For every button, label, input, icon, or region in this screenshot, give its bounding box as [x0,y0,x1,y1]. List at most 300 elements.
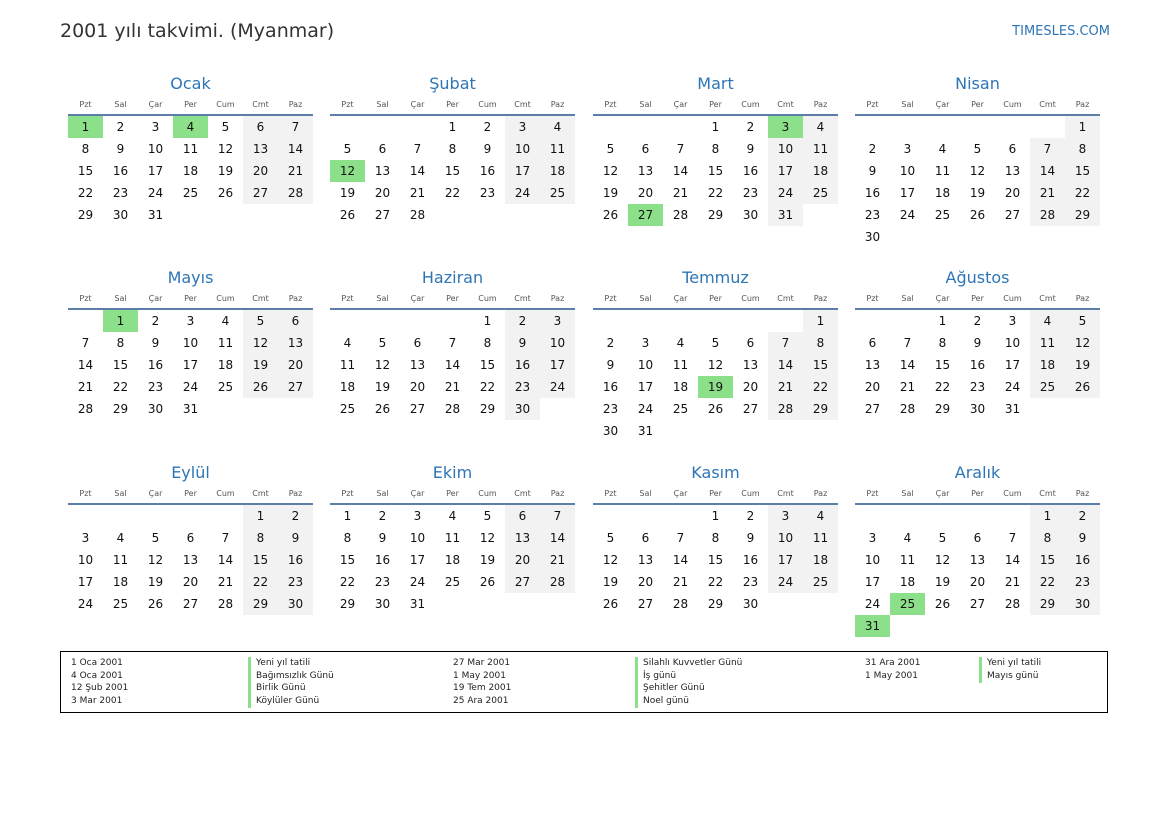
empty-cell [68,505,103,527]
day-cell: 2 [278,505,313,527]
day-cell: 19 [243,354,278,376]
weekday-label: Paz [288,100,303,109]
day-cell: 30 [602,424,619,438]
month-block [330,462,575,615]
day-cell: 10 [540,332,575,354]
day-cell: 23 [602,402,619,416]
day-cell: 17 [147,164,164,178]
empty-cell [663,505,698,527]
day-cell: 27 [182,597,199,611]
weekday-label: Cmt [252,294,269,303]
weekday-label: Pzt [341,294,354,303]
day-cell: 10 [505,138,540,160]
day-cell: 9 [1065,527,1100,549]
day-cell: 6 [973,531,982,545]
weekday-header [68,97,313,112]
day-cell: 26 [1065,376,1100,398]
day-cell: 14 [217,553,234,567]
day-cell: 22 [339,575,356,589]
weekday-label: Çar [673,489,688,498]
weekday-label: Per [446,489,459,498]
day-cell: 14 [278,138,313,160]
day-cell: 18 [112,575,129,589]
day-cell: 21 [444,380,461,394]
empty-cell [593,116,628,138]
day-cell: 20 [505,549,540,571]
day-cell: 30 [505,398,540,420]
weekday-label: Pzt [79,489,92,498]
day-cell: 16 [1065,549,1100,571]
day-cell: 13 [505,527,540,549]
weekday-label: Sal [114,294,127,303]
month-name: Aralık [954,463,1001,482]
weekday-label: Çar [148,100,163,109]
month-block [68,267,313,420]
day-cell: 3 [151,120,160,134]
day-cell: 31 [147,208,164,222]
day-cell: 6 [1008,142,1017,156]
day-cell: 24 [864,597,881,611]
weekday-label: Cmt [252,100,269,109]
weekday-label: Pzt [604,100,617,109]
day-cell: 5 [151,531,160,545]
holiday-day: 4 [173,116,208,138]
day-cell: 29 [479,402,496,416]
day-cell: 4 [938,142,947,156]
holiday-day: 1 [103,310,138,332]
weekday-label: Cmt [514,294,531,303]
day-cell: 7 [676,531,685,545]
day-cell: 7 [540,505,575,527]
day-cell: 9 [505,332,540,354]
day-cell: 15 [77,164,94,178]
day-cell: 7 [448,336,457,350]
day-cell: 20 [278,354,313,376]
holiday-legend [60,651,1108,713]
day-cell: 14 [409,164,426,178]
weekday-label: Cum [1003,100,1022,109]
day-cell: 12 [934,553,951,567]
weekday-label: Per [971,294,984,303]
month-name: Ağustos [945,268,1010,287]
day-cell: 30 [864,230,881,244]
day-cell: 11 [540,138,575,160]
day-grid [68,116,313,226]
day-cell: 30 [112,208,129,222]
day-cell: 23 [147,380,164,394]
holiday-day: 19 [698,376,733,398]
day-cell: 14 [444,358,461,372]
day-cell: 5 [343,142,352,156]
weekday-label: Cmt [777,294,794,303]
weekday-label: Cum [216,489,235,498]
day-cell: 9 [606,358,615,372]
holiday-date: 12 Şub 2001 [71,683,129,694]
day-cell: 25 [540,182,575,204]
day-cell: 18 [1030,354,1065,376]
month-block [593,462,838,615]
weekday-label: Pzt [604,294,617,303]
day-cell: 23 [1065,571,1100,593]
weekday-label: Pzt [341,489,354,498]
day-cell: 2 [378,509,387,523]
day-cell: 21 [672,186,689,200]
day-cell: 8 [1030,527,1065,549]
day-cell: 6 [186,531,195,545]
day-cell: 8 [938,336,947,350]
day-cell: 2 [606,336,615,350]
day-cell: 29 [803,398,838,420]
day-cell: 27 [864,402,881,416]
empty-cell [890,116,925,138]
day-cell: 17 [409,553,426,567]
day-cell: 29 [934,402,951,416]
day-cell: 27 [243,182,278,204]
day-cell: 26 [243,376,278,398]
day-cell: 5 [606,531,615,545]
day-cell: 23 [742,575,759,589]
day-cell: 8 [711,142,720,156]
day-cell: 22 [77,186,94,200]
holiday-date: 19 Tem 2001 [453,683,512,694]
day-cell: 23 [278,571,313,593]
day-cell: 31 [182,402,199,416]
day-cell: 25 [803,182,838,204]
day-cell: 28 [1030,204,1065,226]
holiday-day: 1 [68,116,103,138]
day-cell: 18 [339,380,356,394]
holiday-name: Yeni yıl tatili [979,657,1041,670]
weekday-label: Çar [410,489,425,498]
day-cell: 3 [768,505,803,527]
day-cell: 10 [899,164,916,178]
day-cell: 17 [899,186,916,200]
site-link[interactable]: TIMESLES.COM [1012,24,1110,39]
weekday-label: Per [446,100,459,109]
day-cell: 15 [707,553,724,567]
holiday-date: 1 May 2001 [453,670,506,681]
day-cell: 21 [540,549,575,571]
day-cell: 7 [81,336,90,350]
day-cell: 18 [444,553,461,567]
day-cell: 19 [602,575,619,589]
day-cell: 14 [1004,553,1021,567]
day-cell: 21 [77,380,94,394]
weekday-label: Pzt [79,100,92,109]
weekday-label: Sal [901,489,914,498]
weekday-label: Sal [114,100,127,109]
day-cell: 5 [711,336,720,350]
day-cell: 6 [641,142,650,156]
day-grid [593,116,838,226]
day-cell: 28 [217,597,234,611]
weekday-label: Cum [741,489,760,498]
empty-cell [173,505,208,527]
day-cell: 12 [1065,332,1100,354]
day-cell: 18 [803,549,838,571]
day-cell: 10 [864,553,881,567]
day-cell: 13 [374,164,391,178]
day-cell: 7 [768,332,803,354]
day-cell: 8 [448,142,457,156]
holiday-day: 25 [890,593,925,615]
day-cell: 17 [768,160,803,182]
day-cell: 1 [711,120,720,134]
day-cell: 8 [81,142,90,156]
day-cell: 2 [746,509,755,523]
day-cell: 30 [278,593,313,615]
empty-cell [208,505,243,527]
holiday-name: Köylüler Günü [248,695,319,708]
day-cell: 8 [803,332,838,354]
day-cell: 12 [147,553,164,567]
day-cell: 14 [672,164,689,178]
weekday-label: Sal [901,294,914,303]
day-cell: 4 [903,531,912,545]
day-cell: 13 [742,358,759,372]
day-cell: 28 [672,597,689,611]
day-cell: 2 [1065,505,1100,527]
day-cell: 8 [1065,138,1100,160]
day-cell: 2 [483,120,492,134]
day-cell: 9 [483,142,492,156]
day-cell: 29 [112,402,129,416]
day-cell: 28 [768,398,803,420]
day-cell: 5 [1065,310,1100,332]
weekday-label: Cmt [1039,100,1056,109]
weekday-header [855,486,1100,501]
empty-cell [103,505,138,527]
day-cell: 7 [1030,138,1065,160]
day-cell: 25 [672,402,689,416]
weekday-label: Sal [639,489,652,498]
day-cell: 3 [868,531,877,545]
holiday-day: 31 [855,615,890,637]
weekday-label: Cum [1003,489,1022,498]
day-cell: 9 [378,531,387,545]
empty-cell [138,505,173,527]
holiday-day: 27 [628,204,663,226]
day-cell: 22 [1065,182,1100,204]
day-cell: 10 [768,138,803,160]
day-cell: 19 [479,553,496,567]
empty-cell [855,310,890,332]
holiday-name: Mayıs günü [979,670,1038,683]
day-cell: 4 [803,116,838,138]
day-cell: 15 [243,549,278,571]
day-cell: 12 [707,358,724,372]
day-cell: 14 [540,527,575,549]
day-cell: 10 [637,358,654,372]
day-cell: 14 [1030,160,1065,182]
day-cell: 1 [243,505,278,527]
empty-cell [593,310,628,332]
day-cell: 2 [505,310,540,332]
day-cell: 25 [444,575,461,589]
day-cell: 17 [1004,358,1021,372]
weekday-label: Paz [550,294,565,303]
day-cell: 7 [903,336,912,350]
day-cell: 26 [217,186,234,200]
empty-cell [663,310,698,332]
day-cell: 16 [278,549,313,571]
day-cell: 15 [1065,160,1100,182]
day-cell: 7 [676,142,685,156]
weekday-label: Sal [376,294,389,303]
month-name: Haziran [421,268,484,287]
day-cell: 28 [1004,597,1021,611]
day-grid [855,310,1100,420]
day-cell: 5 [221,120,230,134]
weekday-label: Çar [410,294,425,303]
day-cell: 15 [444,164,461,178]
day-cell: 5 [606,142,615,156]
day-cell: 1 [1030,505,1065,527]
day-cell: 5 [483,509,492,523]
day-cell: 21 [409,186,426,200]
day-cell: 31 [409,597,426,611]
month-name: Ocak [170,74,211,93]
day-cell: 31 [637,424,654,438]
day-cell: 27 [969,597,986,611]
day-cell: 21 [217,575,234,589]
day-cell: 20 [182,575,199,589]
empty-cell [68,310,103,332]
day-cell: 29 [1030,593,1065,615]
day-grid [593,310,838,442]
day-cell: 9 [116,142,125,156]
day-cell: 21 [1030,182,1065,204]
day-cell: 29 [1065,204,1100,226]
day-cell: 4 [221,314,230,328]
day-cell: 11 [803,527,838,549]
day-cell: 16 [112,164,129,178]
day-cell: 22 [803,376,838,398]
month-name: Ekim [432,463,473,482]
day-grid [855,116,1100,248]
day-cell: 4 [116,531,125,545]
empty-cell [400,310,435,332]
weekday-label: Paz [1075,294,1090,303]
holiday-day: 3 [768,116,803,138]
day-cell: 1 [711,509,720,523]
month-block [68,462,313,615]
day-cell: 23 [505,376,540,398]
day-cell: 10 [768,527,803,549]
day-cell: 21 [1004,575,1021,589]
day-cell: 25 [182,186,199,200]
empty-cell [330,116,365,138]
day-cell: 13 [278,332,313,354]
day-cell: 24 [505,182,540,204]
day-cell: 15 [1030,549,1065,571]
day-cell: 16 [742,553,759,567]
day-cell: 29 [77,208,94,222]
weekday-header [330,291,575,306]
empty-cell [628,310,663,332]
day-cell: 19 [339,186,356,200]
day-cell: 8 [116,336,125,350]
empty-cell [890,310,925,332]
day-cell: 11 [803,138,838,160]
weekday-label: Per [971,489,984,498]
day-cell: 20 [409,380,426,394]
weekday-label: Paz [550,489,565,498]
weekday-label: Per [709,294,722,303]
day-cell: 16 [602,380,619,394]
day-cell: 4 [448,509,457,523]
day-cell: 12 [602,164,619,178]
day-cell: 13 [243,138,278,160]
month-name: Şubat [429,74,476,93]
day-cell: 10 [182,336,199,350]
month-block [855,73,1100,248]
day-cell: 24 [77,597,94,611]
day-cell: 10 [409,531,426,545]
day-cell: 30 [374,597,391,611]
day-cell: 28 [278,182,313,204]
empty-cell [995,505,1030,527]
weekday-label: Pzt [604,489,617,498]
weekday-header [68,486,313,501]
weekday-label: Sal [376,100,389,109]
day-cell: 22 [707,575,724,589]
day-cell: 5 [243,310,278,332]
weekday-label: Sal [901,100,914,109]
day-cell: 1 [343,509,352,523]
weekday-label: Cum [1003,294,1022,303]
day-cell: 15 [339,553,356,567]
weekday-label: Per [184,489,197,498]
day-cell: 6 [746,336,755,350]
day-cell: 26 [479,575,496,589]
day-cell: 30 [147,402,164,416]
weekday-label: Çar [935,294,950,303]
weekday-label: Cmt [1039,294,1056,303]
day-cell: 2 [116,120,125,134]
day-cell: 4 [343,336,352,350]
day-cell: 2 [868,142,877,156]
day-cell: 16 [969,358,986,372]
day-cell: 4 [1030,310,1065,332]
day-cell: 19 [1065,354,1100,376]
day-cell: 9 [746,531,755,545]
weekday-header [593,291,838,306]
day-cell: 25 [934,208,951,222]
day-cell: 5 [973,142,982,156]
day-grid [330,310,575,420]
day-cell: 14 [77,358,94,372]
day-cell: 27 [505,571,540,593]
weekday-label: Cmt [514,489,531,498]
month-block [68,73,313,226]
day-cell: 3 [186,314,195,328]
day-cell: 5 [378,336,387,350]
day-cell: 11 [182,142,199,156]
empty-cell [855,116,890,138]
empty-cell [925,505,960,527]
day-grid [330,505,575,615]
weekday-label: Per [184,100,197,109]
weekday-label: Sal [639,294,652,303]
day-cell: 17 [505,160,540,182]
day-cell: 22 [112,380,129,394]
day-cell: 8 [343,531,352,545]
day-cell: 15 [934,358,951,372]
month-block [330,267,575,420]
day-cell: 11 [899,553,916,567]
day-cell: 3 [1008,314,1017,328]
